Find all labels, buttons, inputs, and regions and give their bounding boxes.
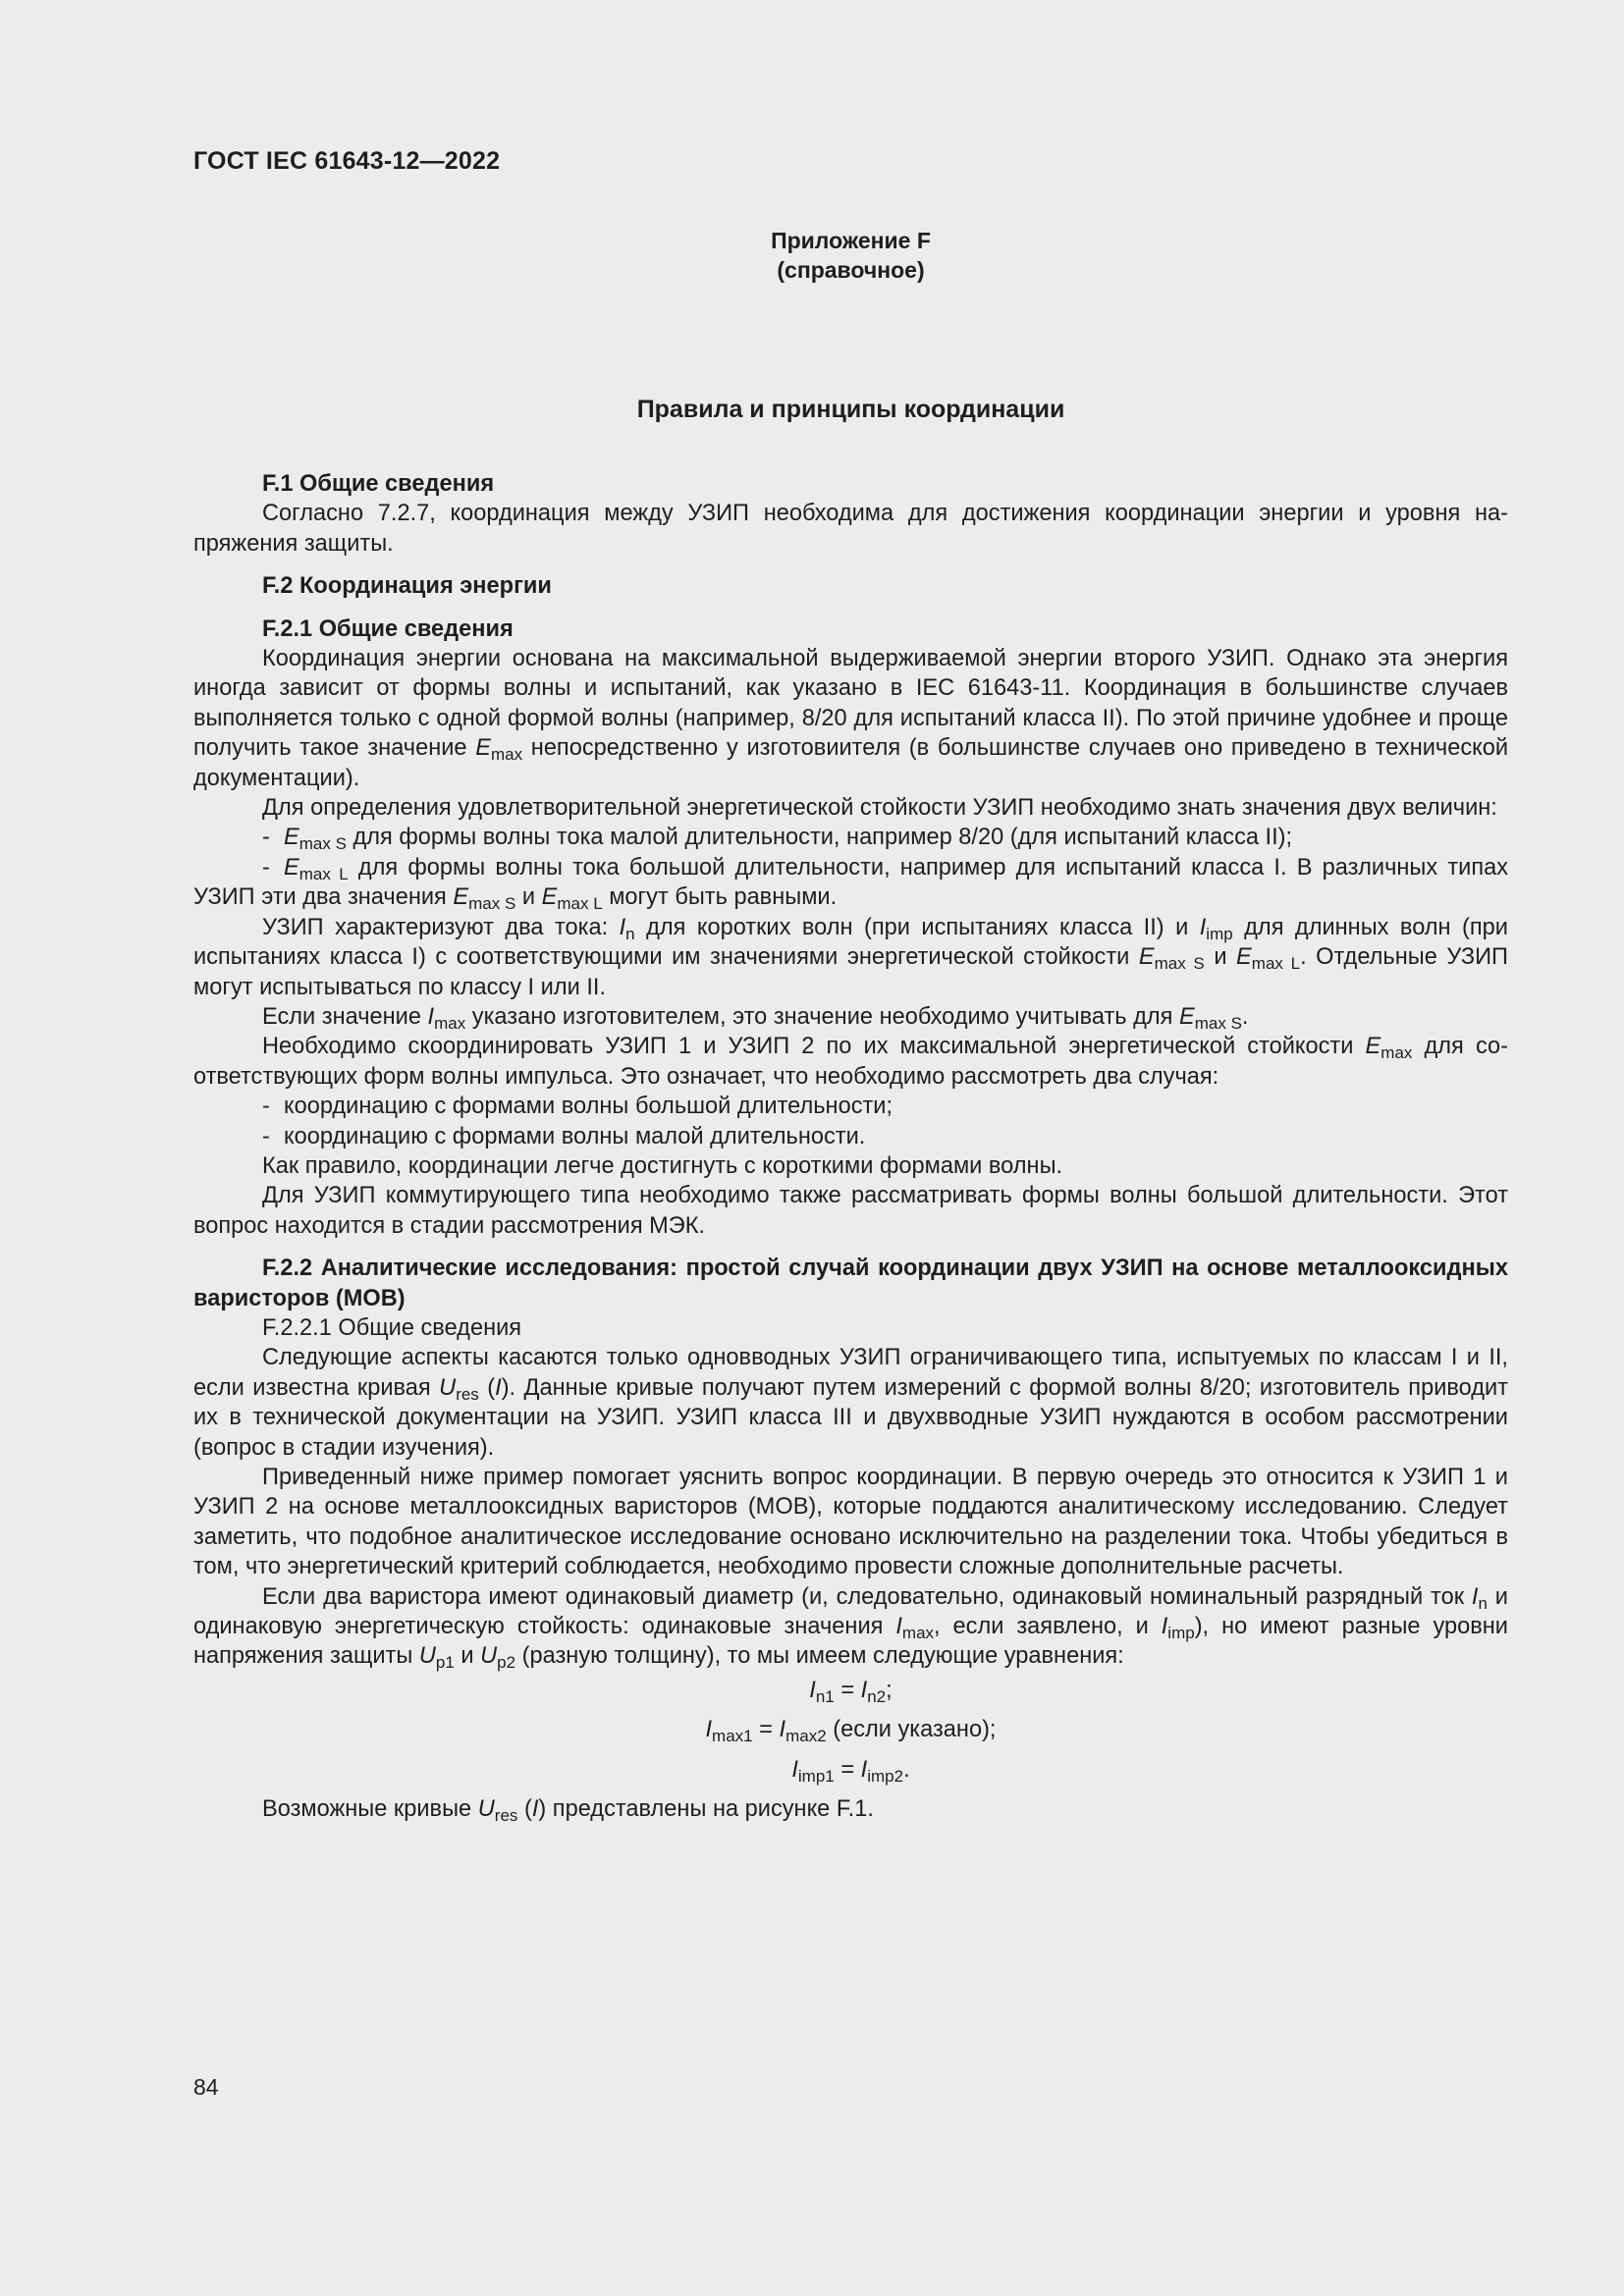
list-item: - $E_{max S}$ для формы волны тока малой длительности, например 8/20 (для испытаний класса II);: [262, 825, 1293, 854]
section-f21-heading: F.2.1 Общие сведения: [262, 615, 514, 642]
paragraph: УЗИП характеризуют два тока: $I_n$ для коротких волн (при испытаниях класса II) и $I_{imp}$ для длинных волн (при испытаниях класса I) с соответствующими им значениями энергетической стойкости $E_{max S}$ и $E_{max L}$. Отдельные УЗИП могут испытываться по классу I или II.: [193, 914, 1508, 1000]
section-f2-heading: F.2 Координация энергии: [262, 573, 552, 600]
equation: $I_{max1} = I_{max2}$ (если указано);: [705, 1717, 997, 1746]
equation: $I_{n1} = I_{n2}$;: [809, 1677, 893, 1706]
paragraph: Приведенный ниже пример помогает уяснить вопрос координации. В первую очередь это относится к УЗИП 1 и УЗИП 2 на основе металлооксидных варисторов (МОВ), которые поддаются аналитическому исследованию. Следует заметить, что подобное аналитическое исследование основано исключительно на разделении тока. Чтобы убедиться в том, что энергетический критерий соблюдается, необходимо провести сложные дополнительные расчеты.: [193, 1465, 1508, 1580]
equation: $I_{imp1} = I_{imp2}$.: [791, 1756, 910, 1786]
section-f221-heading: F.2.2.1 Общие сведения: [262, 1314, 522, 1341]
paragraph: Как правило, координации легче достигнуть с короткими формами волны.: [262, 1152, 1063, 1179]
section-f22-heading: F.2.2 Аналитические исследования: простой случай координации двух УЗИП на основе металлооксидных варисторов (МОВ): [193, 1255, 1508, 1311]
paragraph: Если два варистора имеют одинаковый диаметр (и, следовательно, одинаковый номинальный разрядный ток $I_n$ и одинаковую энергетическую стойкость: одинаковые значения $I_{max}$, если заявлено, и $I_{imp}$), но имеют разные уровни напряжения защиты $U_{p1}$ и $U_{p2}$ (разную толщину), то мы имеем следующие уравнения:: [193, 1583, 1508, 1673]
annex-body: [193, 469, 1508, 1824]
list-item: - координацию с формами волны малой длительности.: [262, 1123, 866, 1149]
annex-label: Приложение F: [771, 228, 931, 253]
paragraph: Необходимо скоординировать УЗИП 1 и УЗИП 2 по их максимальной энергетической стойкости $E_{max}$ для соответствующих форм волны импульса. Это означает, что необходимо рассмотреть два случая:: [193, 1034, 1508, 1090]
paragraph: Согласно 7.2.7, координация между УЗИП необходима для достижения координации энергии и уровня напряжения защиты.: [193, 501, 1508, 557]
annex-heading: [193, 226, 1508, 285]
list-item: - $E_{max L}$ для формы волны тока большой длительности, например для испытаний класса I. В различных типах УЗИП эти два значения $E_{max S}$ и $E_{max L}$ могут быть равными.: [193, 854, 1509, 914]
annex-kind: (справочное): [777, 257, 925, 283]
paragraph: Если значение $I_{max}$ указано изготовителем, это значение необходимо учитывать для $E_{max S}$.: [262, 1003, 1249, 1033]
paragraph: Следующие аспекты касаются только одновводных УЗИП ограничивающего типа, испытуемых по классам I и II, если известна кривая $U_{res}$ (I). Данные кривые получают путем измерений с формой волны 8/20; изготовитель приводит их в технической документации на УЗИП. УЗИП класса III и двухвводные УЗИП нуждаются в особом рассмотрении (вопрос в стадии изучения).: [193, 1345, 1509, 1461]
paragraph: Для УЗИП коммутирующего типа необходимо также рассматривать формы волны большой длительности. Этот вопрос находится в стадии рассмотрения МЭК.: [193, 1183, 1508, 1239]
paragraph: Возможные кривые $U_{res}$ (I) представлены на рисунке F.1.: [262, 1796, 874, 1826]
annex-title: Правила и принципы координации: [636, 396, 1065, 423]
standard-designation: ГОСТ IEC 61643-12—2022: [193, 147, 501, 175]
section-f1-heading: F.1 Общие сведения: [262, 471, 495, 497]
paragraph: Для определения удовлетворительной энергетической стойкости УЗИП необходимо знать значения двух величин:: [262, 795, 1497, 822]
paragraph: Координация энергии основана на максимальной выдерживаемой энергии второго УЗИП. Однако эта энергия иногда зависит от формы волны и испытаний, как указано в IEC 61643-11. Координация в большинстве случаев выполняется только с одной формой волны (например, 8/20 для испытаний класса II). По этой причине удобнее и проще получить такое значение $E_{max}$ непосредственно у изготовиителя (в большинстве случаев оно приведено в технической документации).: [193, 646, 1508, 791]
page-number: 84: [193, 2074, 219, 2100]
list-item: - координацию с формами волны большой длительности;: [262, 1094, 893, 1120]
